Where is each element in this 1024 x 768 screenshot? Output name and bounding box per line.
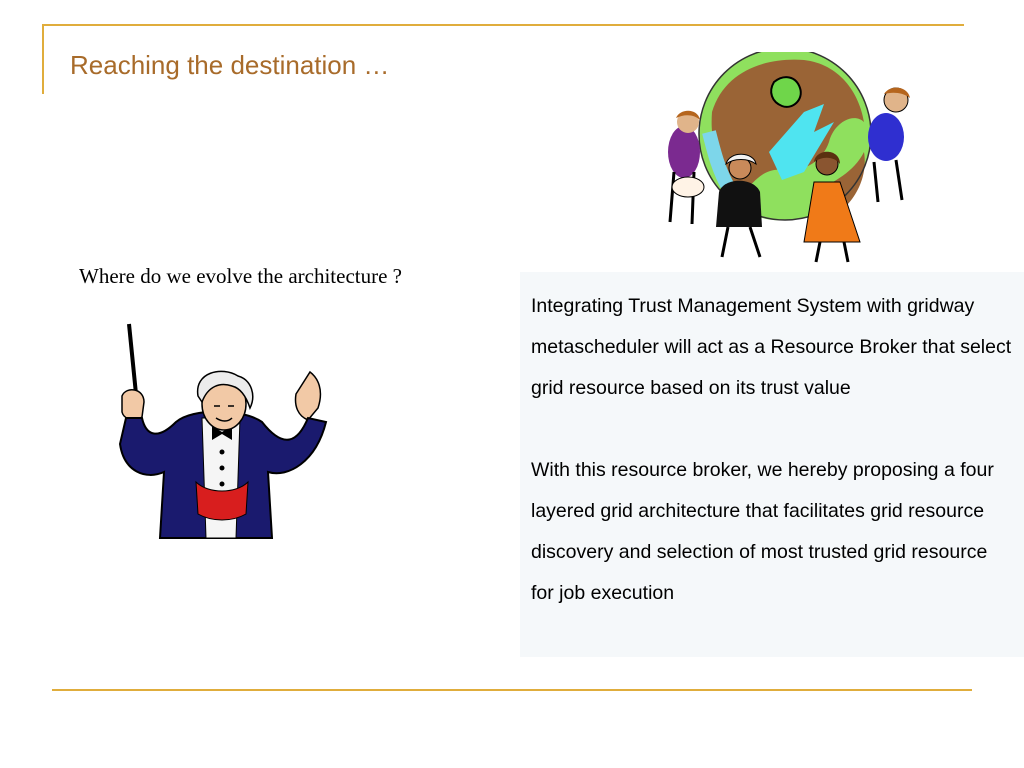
- title-accent-bar: [42, 24, 44, 94]
- people-around-globe-image: [664, 52, 920, 266]
- bottom-divider: [52, 689, 972, 691]
- content-text-box: [520, 272, 1024, 657]
- slide-title: Reaching the destination …: [70, 50, 390, 80]
- question-text: Where do we evolve the architecture ?: [79, 264, 402, 288]
- paragraph-architecture-proposal: With this resource broker, we hereby proposing a four layered grid architecture that facilitates grid resource discovery and selection of most trusted grid resource for job execution: [531, 459, 994, 604]
- paragraph-resource-broker: Integrating Trust Management System with gridway metascheduler will act as a Resource Broker that select grid resource based on its trust value: [531, 295, 1012, 399]
- top-divider: [42, 24, 964, 26]
- conductor-image: [112, 322, 336, 540]
